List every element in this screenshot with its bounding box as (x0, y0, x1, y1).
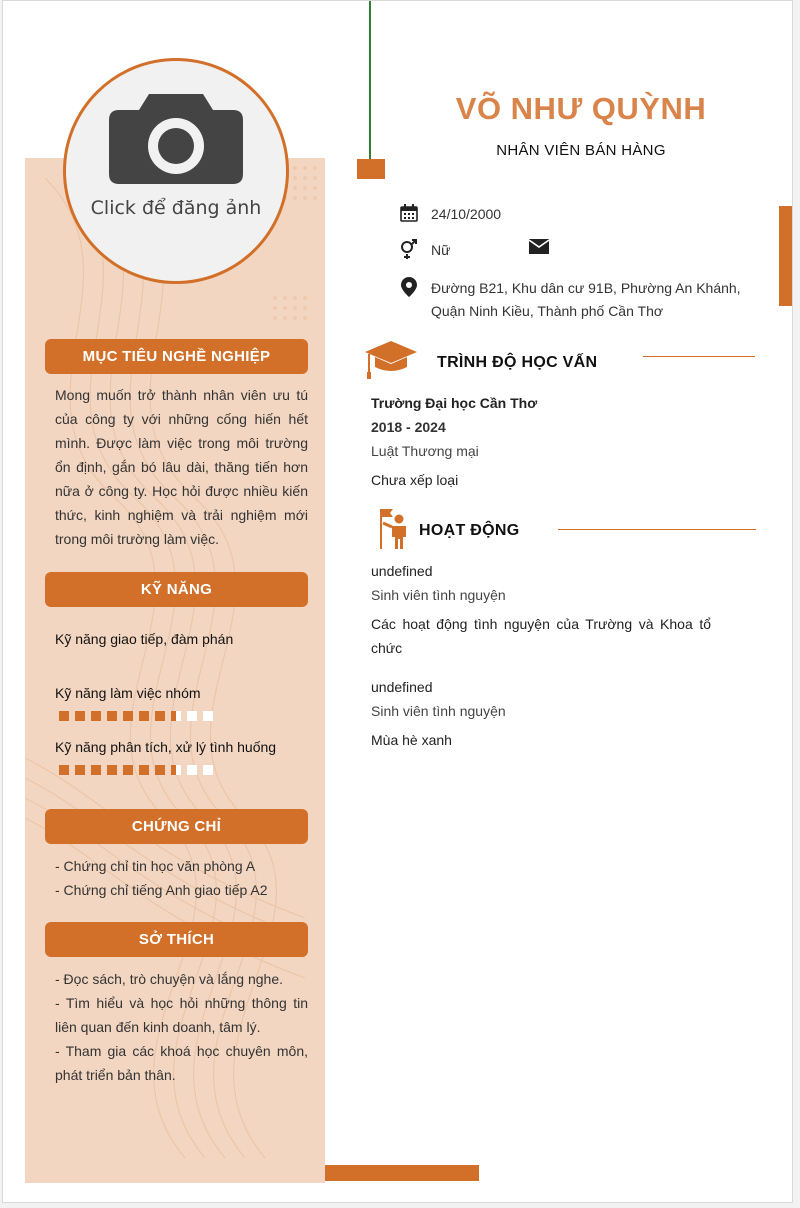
education-rank: Chưa xếp loại (371, 472, 459, 488)
certificate-item: - Chứng chỉ tiếng Anh giao tiếp A2 (55, 882, 268, 898)
cv-page (2, 0, 793, 1203)
certificate-item: - Chứng chỉ tin học văn phòng A (55, 858, 256, 874)
calendar-icon (399, 203, 419, 223)
graduation-cap-icon (363, 339, 419, 386)
activity-time: undefined (371, 563, 433, 579)
vertical-line (369, 1, 371, 161)
photo-upload[interactable] (63, 58, 289, 284)
activity-description: Các hoạt động tình nguyện của Trường và Khoa tổ chức (371, 616, 711, 656)
camera-icon (109, 94, 243, 189)
objective-header: MỤC TIÊU NGHỀ NGHIỆP (45, 339, 308, 374)
email-icon (529, 239, 549, 259)
gender-icon (399, 239, 419, 259)
education-title: TRÌNH ĐỘ HỌC VẤN (437, 353, 598, 371)
job-title: NHÂN VIÊN BÁN HÀNG (496, 142, 666, 159)
activity-role: Sinh viên tình nguyện (371, 703, 506, 719)
address-line-1: Đường B21, Khu dân cư 91B, Phường An Khánh, (431, 280, 741, 296)
photo-upload-label: Click để đăng ảnh (90, 197, 262, 219)
skill-name: Kỹ năng phân tích, xử lý tình huống (55, 739, 277, 755)
birthday-text: 24/10/2000 (431, 206, 502, 222)
hobby-item: - Tham gia các khoá học chuyên môn, phát triển bản thân. (55, 1043, 308, 1083)
line-accent-square (357, 159, 385, 179)
contact-birthday (399, 203, 501, 226)
skills-header: KỸ NĂNG (45, 572, 308, 607)
activity-person-icon (377, 507, 411, 554)
activity-time: undefined (371, 679, 433, 695)
contact-gender (399, 239, 450, 262)
activities-title: HOẠT ĐỘNG (419, 521, 520, 539)
right-accent-bar (779, 206, 793, 306)
skill-name: Kỹ năng giao tiếp, đàm phán (55, 631, 234, 647)
skill-level-bar (59, 765, 213, 775)
education-divider (643, 356, 755, 357)
hobby-item: - Tìm hiểu và học hỏi những thông tin liên quan đến kinh doanh, tâm lý. (55, 995, 308, 1035)
contact-address (399, 277, 741, 323)
address-line-2: Quận Ninh Kiều, Thành phố Cần Thơ (431, 303, 664, 319)
activity-role: Sinh viên tình nguyện (371, 587, 506, 603)
skill-name: Kỹ năng làm việc nhóm (55, 685, 201, 701)
school-name: Trường Đại học Cần Thơ (371, 395, 538, 411)
education-header (363, 339, 597, 386)
skill-level-bar (59, 711, 213, 721)
hobbies-header: SỞ THÍCH (45, 922, 308, 957)
activities-divider (558, 529, 756, 530)
objective-text: Mong muốn trở thành nhân viên ưu tú của công ty với những cống hiến hết mình. Được làm việc trong môi trường ổn định, gắn bó lâu dài, thăng tiến hơn nữa ở công ty. Học hỏi được nhiều kiến thức, kinh nghiệm và trải nghiệm mới trong môi trường làm việc. (55, 387, 308, 547)
hobby-item: - Đọc sách, trò chuyện và lắng nghe. (55, 971, 284, 987)
location-pin-icon (399, 277, 419, 297)
certificates-header: CHỨNG CHỈ (45, 809, 308, 844)
education-major: Luật Thương mại (371, 443, 479, 459)
activities-header (363, 507, 519, 554)
gender-text: Nữ (431, 242, 451, 258)
education-years: 2018 - 2024 (371, 419, 446, 435)
activity-description: Mùa hè xanh (371, 732, 452, 748)
bottom-accent-bar (325, 1165, 479, 1181)
candidate-name: VÕ NHƯ QUỲNH (455, 91, 707, 126)
